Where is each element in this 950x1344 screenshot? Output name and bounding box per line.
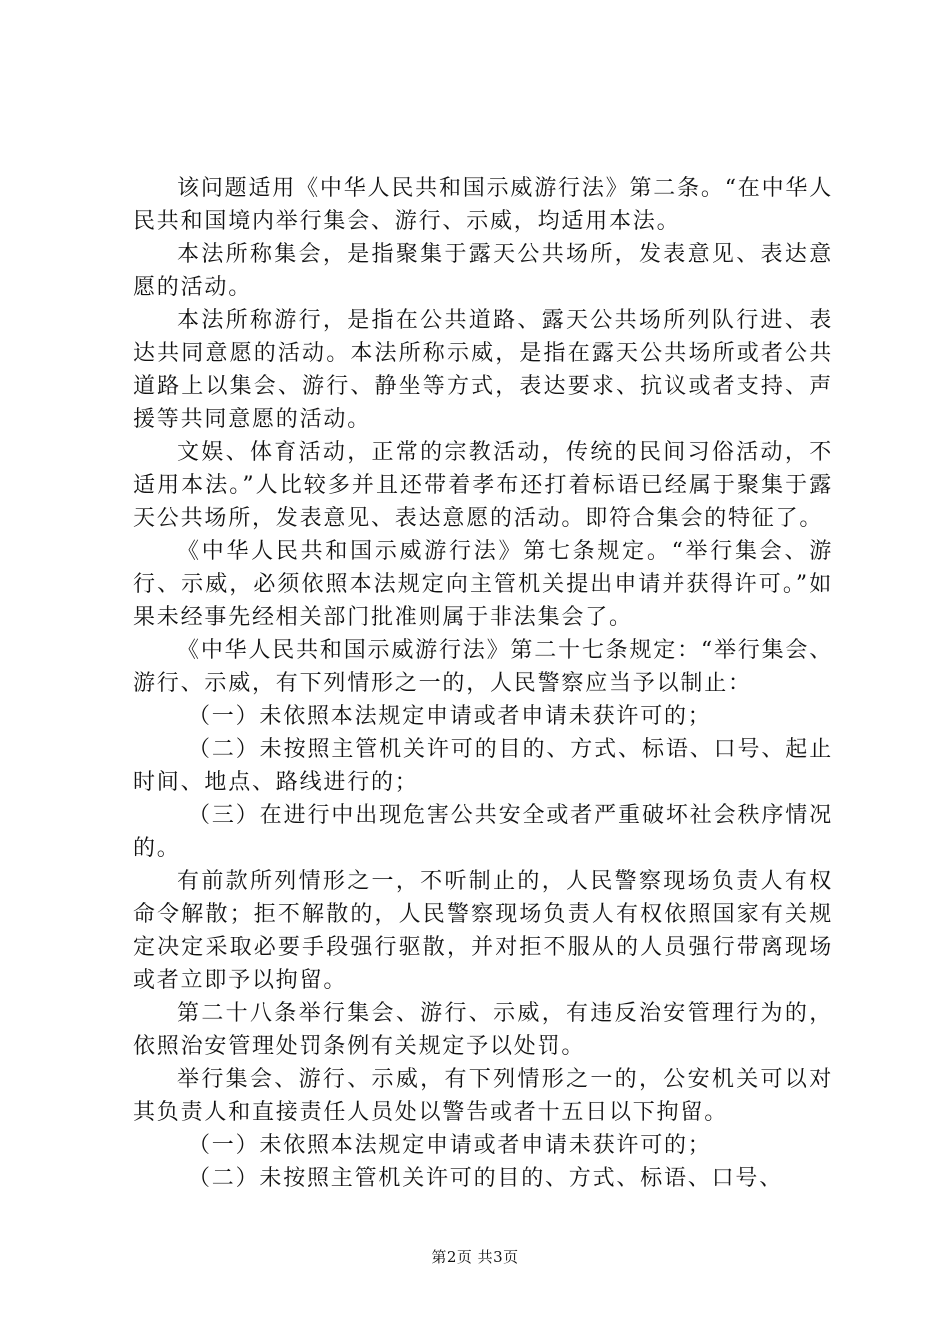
paragraph: 有前款所列情形之一，不听制止的，人民警察现场负责人有权命令解散；拒不解散的，人民警察现场负责人有权依照国家有关规定决定采取必要手段强行驱散，并对拒不服从的人员强行带离现场或者立即予以拘留。 [133,869,833,993]
list-item: （三）在进行中出现危害公共安全或者严重破坏社会秩序情况的。 [133,803,833,861]
list-item: （一）未依照本法规定申请或者申请未获许可的； [188,1133,712,1158]
document-body [133,172,833,1195]
list-item: （二）未按照主管机关许可的目的、方式、标语、口号、 [188,1166,784,1191]
paragraph: 《中华人民共和国示威游行法》第七条规定。“举行集会、游行、示威，必须依照本法规定向主管机关提出申请并获得许可。”如果未经事先经相关部门批准则属于非法集会了。 [133,539,833,630]
paragraph: 本法所称游行，是指在公共道路、露天公共场所列队行进、表达共同意愿的活动。本法所称示威，是指在露天公共场所或者公共道路上以集会、游行、静坐等方式，表达要求、抗议或者支持、声援等共同意愿的活动。 [133,308,833,432]
page-number-footer: 第2页 共3页 [431,1248,519,1266]
paragraph: 举行集会、游行、示威，有下列情形之一的，公安机关可以对其负责人和直接责任人员处以警告或者十五日以下拘留。 [133,1067,833,1125]
list-item: （一）未依照本法规定申请或者申请未获许可的； [188,704,712,729]
paragraph: 该问题适用《中华人民共和国示威游行法》第二条。“在中华人民共和国境内举行集会、游行、示威，均适用本法。 [133,176,833,234]
paragraph: 第二十八条举行集会、游行、示威，有违反治安管理行为的，依照治安管理处罚条例有关规定予以处罚。 [133,1001,833,1059]
paragraph: 文娱、体育活动，正常的宗教活动，传统的民间习俗活动，不适用本法。”人比较多并且还带着孝布还打着标语已经属于聚集于露天公共场所，发表意见、表达意愿的活动。即符合集会的特征了。 [133,440,833,531]
list-item: （二）未按照主管机关许可的目的、方式、标语、口号、起止时间、地点、路线进行的； [133,737,833,795]
paragraph: 《中华人民共和国示威游行法》第二十七条规定：“举行集会、游行、示威，有下列情形之一的，人民警察应当予以制止： [133,638,833,696]
paragraph: 本法所称集会，是指聚集于露天公共场所，发表意见、表达意愿的活动。 [133,242,833,300]
